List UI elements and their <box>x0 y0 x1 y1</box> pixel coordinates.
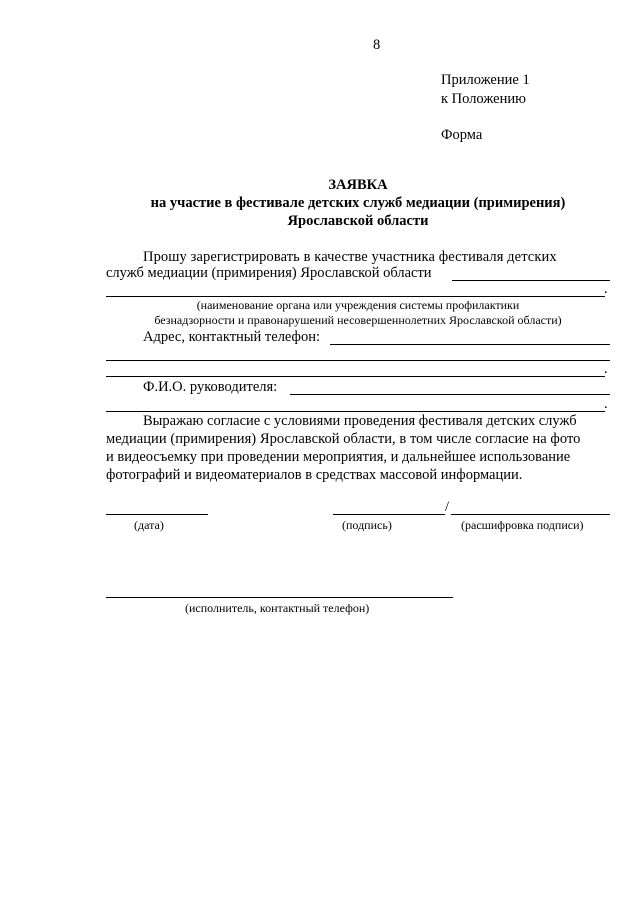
consent-line3: и видеосъемку при проведении мероприятия, и дальнейшее использование <box>106 449 571 465</box>
address-field-3 <box>106 376 605 377</box>
signature-decoding-field <box>451 514 610 515</box>
executor-caption: (исполнитель, контактный телефон) <box>185 601 370 615</box>
address-field-dot: . <box>604 361 608 377</box>
signature-slash: / <box>445 499 450 515</box>
address-field-1 <box>330 344 610 345</box>
appendix-line2: к Положению <box>441 91 526 107</box>
org-caption-line1: (наименование органа или учреждения системы профилактики <box>196 298 520 312</box>
date-field <box>106 514 208 515</box>
consent-line1: Выражаю согласие с условиями проведения фестиваля детских служб <box>143 413 577 429</box>
head-field-dot: . <box>604 396 608 412</box>
signature-field <box>333 514 445 515</box>
document-subtitle: на участие в фестивале детских служб медиации (примирения) <box>150 195 566 211</box>
address-field-2 <box>106 360 610 361</box>
org-field-dot: . <box>604 281 608 297</box>
head-label: Ф.И.О. руководителя: <box>143 379 278 395</box>
org-name-field-2 <box>106 296 605 297</box>
org-name-field-1 <box>452 280 610 281</box>
consent-line2: медиации (примирения) Ярославской области, в том числе согласие на фото <box>106 431 581 447</box>
decoding-caption: (расшифровка подписи) <box>461 518 584 532</box>
request-line1: Прошу зарегистрировать в качестве участника фестиваля детских <box>143 249 557 265</box>
address-label: Адрес, контактный телефон: <box>143 329 320 345</box>
signature-caption: (подпись) <box>342 518 392 532</box>
appendix-line1: Приложение 1 <box>441 72 530 88</box>
form-label: Форма <box>441 127 483 143</box>
request-line2: служб медиации (примирения) Ярославской области <box>106 265 432 281</box>
document-heading: ЗАЯВКА <box>328 177 388 193</box>
page-number: 8 <box>373 37 381 53</box>
head-field-2 <box>106 411 605 412</box>
head-field-1 <box>290 394 610 395</box>
org-caption-line2: безнадзорности и правонарушений несовершеннолетних Ярославской области) <box>154 313 562 327</box>
executor-field <box>106 597 453 598</box>
date-caption: (дата) <box>134 518 164 532</box>
document-region: Ярославской области <box>287 213 429 229</box>
consent-line4: фотографий и видеоматериалов в средствах массовой информации. <box>106 467 523 483</box>
